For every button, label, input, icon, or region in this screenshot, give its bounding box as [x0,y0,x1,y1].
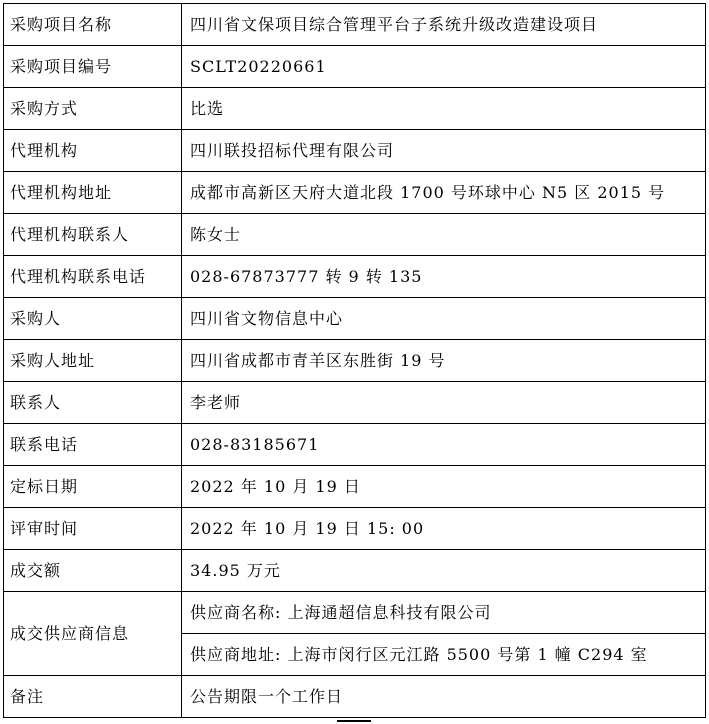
table-row [4,550,706,592]
remark-row [4,676,706,718]
row-label: 采购项目编号 [4,46,182,88]
supplier-name: 供应商名称: 上海通超信息科技有限公司 [182,592,706,634]
row-label: 采购方式 [4,88,182,130]
table-row [4,508,706,550]
row-value: 陈女士 [182,214,706,256]
table-row [4,214,706,256]
row-label: 联系人 [4,382,182,424]
table-row [4,88,706,130]
row-value: 028-83185671 [182,424,706,466]
remark-label: 备注 [4,676,182,718]
table-row [4,382,706,424]
table-row [4,424,706,466]
table-row [4,256,706,298]
row-label: 代理机构联系人 [4,214,182,256]
table-row [4,172,706,214]
row-label: 代理机构 [4,130,182,172]
table-body [4,4,706,718]
row-value: 2022 年 10 月 19 日 [182,466,706,508]
table-row [4,46,706,88]
row-value: 李老师 [182,382,706,424]
row-value: 四川省成都市青羊区东胜街 19 号 [182,340,706,382]
table-row [4,466,706,508]
supplier-label: 成交供应商信息 [4,592,182,676]
table-row [4,130,706,172]
row-value: 028-67873777 转 9 转 135 [182,256,706,298]
supplier-address: 供应商地址: 上海市闵行区元江路 5500 号第 1 幢 C294 室 [182,634,706,676]
row-label: 定标日期 [4,466,182,508]
row-value: SCLT20220661 [182,46,706,88]
row-value: 四川省文物信息中心 [182,298,706,340]
row-value: 比选 [182,88,706,130]
row-label: 采购人地址 [4,340,182,382]
row-value: 四川省文保项目综合管理平台子系统升级改造建设项目 [182,4,706,46]
table-row [4,298,706,340]
row-label: 代理机构联系电话 [4,256,182,298]
row-label: 采购人 [4,298,182,340]
table-row [4,4,706,46]
row-value: 2022 年 10 月 19 日 15: 00 [182,508,706,550]
row-label: 评审时间 [4,508,182,550]
row-label: 采购项目名称 [4,4,182,46]
row-value: 四川联投招标代理有限公司 [182,130,706,172]
row-value: 成都市高新区天府大道北段 1700 号环球中心 N5 区 2015 号 [182,172,706,214]
supplier-row [4,592,706,634]
row-value: 34.95 万元 [182,550,706,592]
remark-value: 公告期限一个工作日 [182,676,706,718]
row-label: 联系电话 [4,424,182,466]
page-scroll-indicator [337,720,371,722]
row-label: 代理机构地址 [4,172,182,214]
row-label: 成交额 [4,550,182,592]
table-row [4,340,706,382]
procurement-info-table [3,3,706,718]
